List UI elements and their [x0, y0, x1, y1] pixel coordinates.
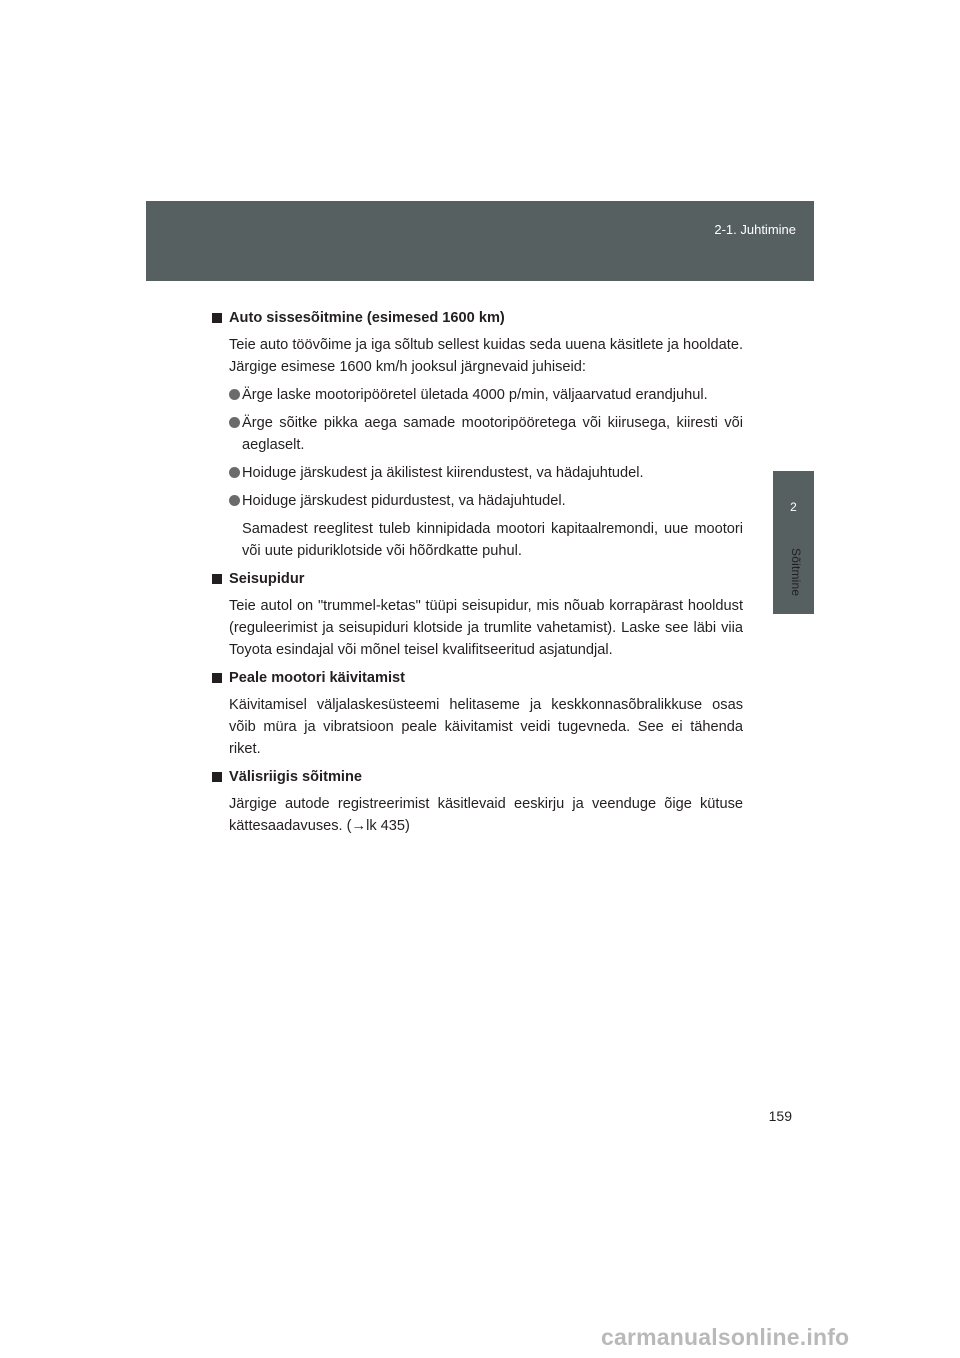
chapter-number: 2 [790, 500, 797, 514]
list-item-text: Hoiduge järskudest ja äkilistest kiirendustest, va hädajuhtudel. [242, 465, 644, 481]
list-item-text: Hoiduge järskudest pidurdustest, va hädajuhtudel. [242, 493, 566, 509]
header-band [146, 201, 814, 281]
heading-text: Seisupidur [229, 571, 305, 587]
page-number: 159 [768, 1108, 792, 1124]
watermark: carmanualsonline.info [601, 1324, 850, 1350]
heading-text: Auto sissesõitmine (esimesed 1600 km) [229, 310, 505, 326]
page-content [212, 307, 743, 843]
list-item [229, 412, 743, 456]
heading-text: Välisriigis sõitmine [229, 769, 363, 785]
round-bullet-icon [229, 389, 240, 400]
list-item [229, 490, 743, 512]
square-bullet-icon [212, 313, 222, 323]
section-intro: Teie auto töövõime ja iga sõltub sellest kuidas seda uuena käsitlete ja hooldate. Järgige esimese 1600 km/h jooksul järgnevaid juhiseid: [229, 337, 743, 375]
section-heading [212, 667, 743, 689]
list-item-text: Ärge sõitke pikka aega samade mootoripööretega või kiirusega, kiiresti või aeglaselt. [242, 415, 743, 453]
list-item-text: Ärge laske mootoripööretel ületada 4000 p/min, väljaarvatud erandjuhul. [242, 387, 708, 403]
square-bullet-icon [212, 574, 222, 584]
round-bullet-icon [229, 467, 240, 478]
chapter-label: Sõitmine [789, 548, 803, 597]
square-bullet-icon [212, 772, 222, 782]
section-body: Teie autol on "trummel-ketas" tüüpi seisupidur, mis nõuab korrapärast hooldust (reguleerimist ja seisupiduri klotside ja trumlite vahetamist). Laske see läbi viia Toyota esindajal või mõnel teisel kvalifitseeritud asjatundjal. [229, 598, 743, 658]
section-heading [212, 307, 743, 329]
section-body: Järgige autode registreerimist käsitlevaid eeskirju ja veenduge õige kütuse kättesaadavuses. (→lk 435) [229, 796, 743, 834]
list-item [229, 384, 743, 406]
heading-text: Peale mootori käivitamist [229, 670, 406, 686]
round-bullet-icon [229, 495, 240, 506]
list-item [229, 462, 743, 484]
section-note: Samadest reeglitest tuleb kinnipidada mootori kapitaalremondi, uue mootori või uute piduriklotside või hõõrdkatte puhul. [242, 521, 743, 559]
section-body: Käivitamisel väljalaskesüsteemi helitaseme ja keskkonnasõbralikkuse osas võib müra ja vibratsioon peale käivitamist veidi tugevneda. See ei tähenda riket. [229, 697, 743, 757]
section-heading [212, 568, 743, 590]
section-heading [212, 766, 743, 788]
section-title: 2-1. Juhtimine [714, 222, 796, 237]
square-bullet-icon [212, 673, 222, 683]
round-bullet-icon [229, 417, 240, 428]
